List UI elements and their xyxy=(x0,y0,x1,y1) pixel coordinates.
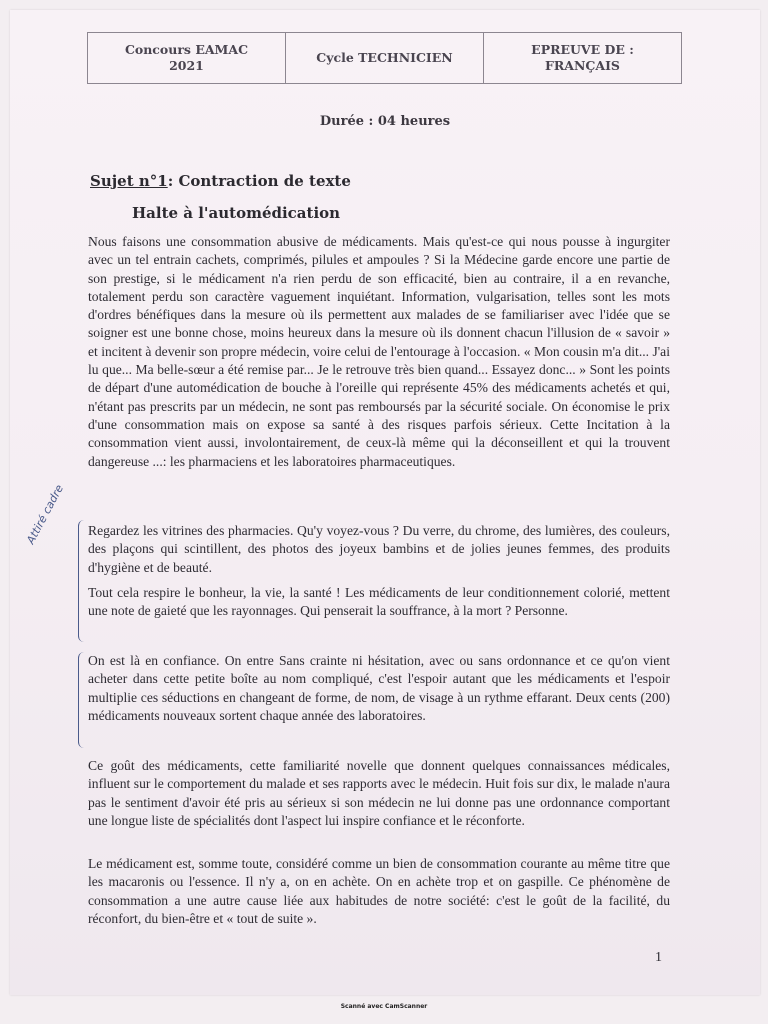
paragraph-5: Ce goût des médicaments, cette familiarité novelle que donnent quelques connaissances médicales, influent sur le comportement du malade et ses rapports avec le médecin. Huit fois sur dix, le malade n'aura pas le sentiment d'avoir été pris au sérieux si son médecin ne lui donne pas une ordonnance comportant une longue liste de spécialités dont l'aspect lui inspire confiance et le réconforte. xyxy=(88,758,670,828)
header-cell-subject: EPREUVE DE : FRANÇAIS xyxy=(531,42,634,73)
header-cell-exam: Concours EAMAC 2021 xyxy=(88,33,286,83)
subject-heading xyxy=(90,172,351,190)
exam-duration: Durée : 04 heures xyxy=(319,114,451,129)
text-title: Halte à l'automédication xyxy=(132,204,341,222)
paragraph-6: Le médicament est, somme toute, considéré comme un bien de consommation courante au même titre que les macaronis ou l'essence. Il n'y a, on en achète. On en achète trop et on gaspille. Ce phénomène de consommation a une autre cause liée aux habitudes de notre société: c'est le goût de la facilité, du réconfort, du bien-être et « tout de suite ». xyxy=(88,856,670,926)
paragraph-2: Regardez les vitrines des pharmacies. Qu'y voyez-vous ? Du verre, du chrome, des lumières, des couleurs, des plaçons qui scintillent, des photos des joyeux bambins et de jolies jeunes femmes, des produits d'hygiène et de beauté. xyxy=(88,523,670,575)
subject-text: : Contraction de texte xyxy=(167,172,351,190)
paragraph-3: Tout cela respire le bonheur, la vie, la santé ! Les médicaments de leur conditionnement colorié, mettent une note de gaieté que les rayonnages. Qui penserait la souffrance, à la mort ? Personne. xyxy=(88,585,670,619)
scanner-watermark: Scanné avec CamScanner xyxy=(340,1003,428,1010)
subject-label: Sujet n°1 xyxy=(90,172,168,190)
page-number: 1 xyxy=(655,950,662,965)
margin-bracket-1 xyxy=(78,520,87,642)
header-table xyxy=(87,32,682,84)
document-page xyxy=(10,10,760,995)
header-cell-cycle: Cycle TECHNICIEN xyxy=(286,33,484,83)
handwritten-margin-note: Attiré cadre xyxy=(24,482,67,547)
paragraph-4: On est là en confiance. On entre Sans crainte ni hésitation, avec ou sans ordonnance et ce qu'on vient acheter dans cette petite boîte au nom compliqué, c'est l'espoir autant que les médicaments et l'espoir multiplie ces séductions en changeant de forme, de nom, de visage à un rythme effarant. Deux cents (200) médicaments nouveaux sortent chaque année des laboratoires. xyxy=(88,653,670,723)
paragraph-1: Nous faisons une consommation abusive de médicaments. Mais qu'est-ce qui nous pousse à ingurgiter avec un tel entrain cachets, comprimés, pilules et ampoules ? Si la Médecine garde encore une partie de son prestige, si le médicament n'a rien perdu de son efficacité, bien au contraire, il a en revanche, totalement perdu son caractère vaguement inquiétant. Information, vulgarisation, telles sont les mots d'ordres bénéfiques dans la mesure où ils permettent aux malades de se familiariser avec l'idée que se soigner est une bonne chose, moins heureux dans la mesure où ils donnent chacun l'illusion de « savoir » et incitent à devenir son propre médecin, voire celui de l'entourage à l'occasion. « Mon cousin m'a dit... J'ai lu que... Ma belle-sœur a été remise par... Je le retrouve très bien quand... Essayez donc... » Sont les points de départ d'une automédication de bouche à l'oreille qui représente 45% des médicaments achetés et qui, n'étant pas prescrits par un médecin, ne sont pas remboursés par la sécurité sociale. On économise le prix d'une consommation mais on expose sa santé à des risques parfois sérieux. Cette Incitation à la consommation vient aussi, involontairement, de ceux-là même qui la déconseillent et qui la trouvent dangereuse ...: les pharmaciens et les laboratoires pharmaceutiques. xyxy=(88,234,670,469)
margin-bracket-2 xyxy=(78,652,87,748)
